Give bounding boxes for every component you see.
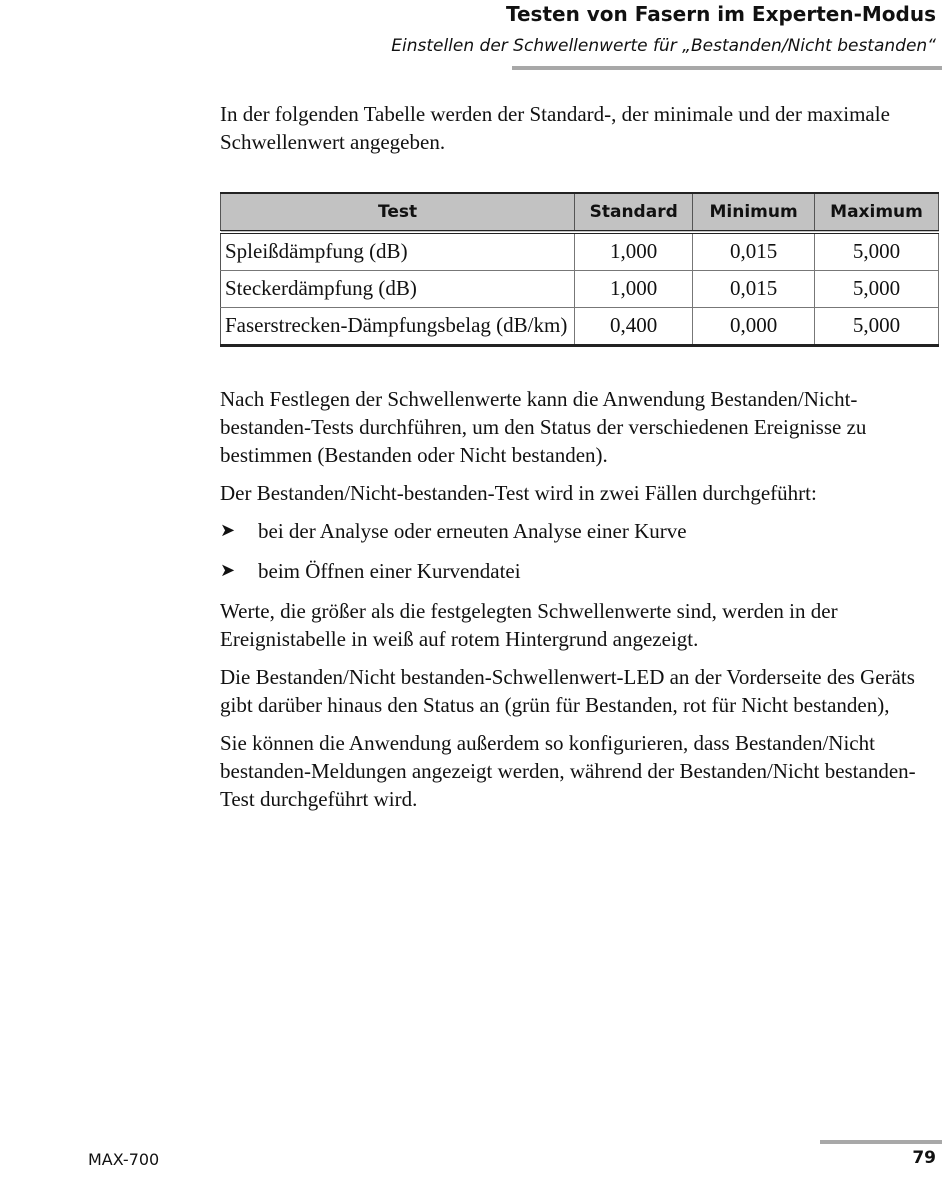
body-paragraph: Der Bestanden/Nicht-bestanden-Test wird in zwei Fällen durchgeführt: — [220, 481, 817, 505]
table-row — [221, 271, 939, 308]
maximum-value-cell: 5,000 — [815, 232, 939, 271]
footer-rule — [820, 1140, 942, 1144]
table-row — [221, 308, 939, 346]
body-paragraph: Sie können die Anwendung außerdem so konfigurieren, dass Bestanden/Nicht bestanden-Meldungen angezeigt werden, während der Bestanden/Nicht bestanden-Test durchgeführt wird. — [220, 731, 916, 811]
body-paragraph: Werte, die größer als die festgelegten Schwellenwerte sind, werden in der Ereignistabelle in weiß auf rotem Hintergrund angezeigt. — [220, 599, 838, 651]
minimum-value-cell: 0,000 — [693, 308, 815, 346]
maximum-value-cell: 5,000 — [815, 308, 939, 346]
bullet-list — [220, 517, 940, 585]
header-rule — [512, 66, 942, 70]
table-header-row — [221, 193, 939, 232]
standard-value-cell: 1,000 — [575, 271, 693, 308]
footer-product-name: MAX-700 — [88, 1150, 160, 1169]
body-paragraph: Nach Festlegen der Schwellenwerte kann die Anwendung Bestanden/Nicht-bestanden-Tests durchführen, um den Status der verschiedenen Ereignisse zu bestimmen (Bestanden oder Nicht bestanden). — [220, 387, 867, 467]
page-number: 79 — [912, 1148, 936, 1168]
arrowhead-bullet-icon: ➤ — [220, 520, 236, 541]
standard-value-cell: 1,000 — [575, 232, 693, 271]
column-header-test: Test — [221, 193, 575, 232]
arrowhead-bullet-icon: ➤ — [220, 560, 236, 581]
column-header-minimum: Minimum — [693, 193, 815, 232]
body-paragraph: Die Bestanden/Nicht bestanden-Schwellenwert-LED an der Vorderseite des Geräts gibt darüber hinaus den Status an (grün für Bestanden, rot für Nicht bestanden), — [220, 665, 915, 717]
test-name-cell: Steckerdämpfung (dB) — [221, 271, 575, 308]
list-item-text: beim Öffnen einer Kurvendatei — [258, 559, 521, 583]
test-name-cell: Spleißdämpfung (dB) — [221, 232, 575, 271]
running-header-subtitle: Einstellen der Schwellenwerte für „Bestanden/Nicht bestanden“ — [391, 36, 936, 56]
page-content — [220, 100, 940, 823]
maximum-value-cell: 5,000 — [815, 271, 939, 308]
intro-paragraph: In der folgenden Tabelle werden der Standard-, der minimale und der maximale Schwellenwert angegeben. — [220, 102, 890, 154]
running-header-title: Testen von Fasern im Experten-Modus — [505, 2, 936, 26]
minimum-value-cell: 0,015 — [693, 271, 815, 308]
list-item-text: bei der Analyse oder erneuten Analyse einer Kurve — [258, 519, 687, 543]
column-header-standard: Standard — [575, 193, 693, 232]
standard-value-cell: 0,400 — [575, 308, 693, 346]
list-item — [220, 517, 940, 545]
column-header-maximum: Maximum — [815, 193, 939, 232]
minimum-value-cell: 0,015 — [693, 232, 815, 271]
list-item — [220, 557, 940, 585]
table-row — [221, 232, 939, 271]
threshold-table — [220, 192, 939, 347]
test-name-cell: Faserstrecken-Dämpfungsbelag (dB/km) — [221, 308, 575, 346]
